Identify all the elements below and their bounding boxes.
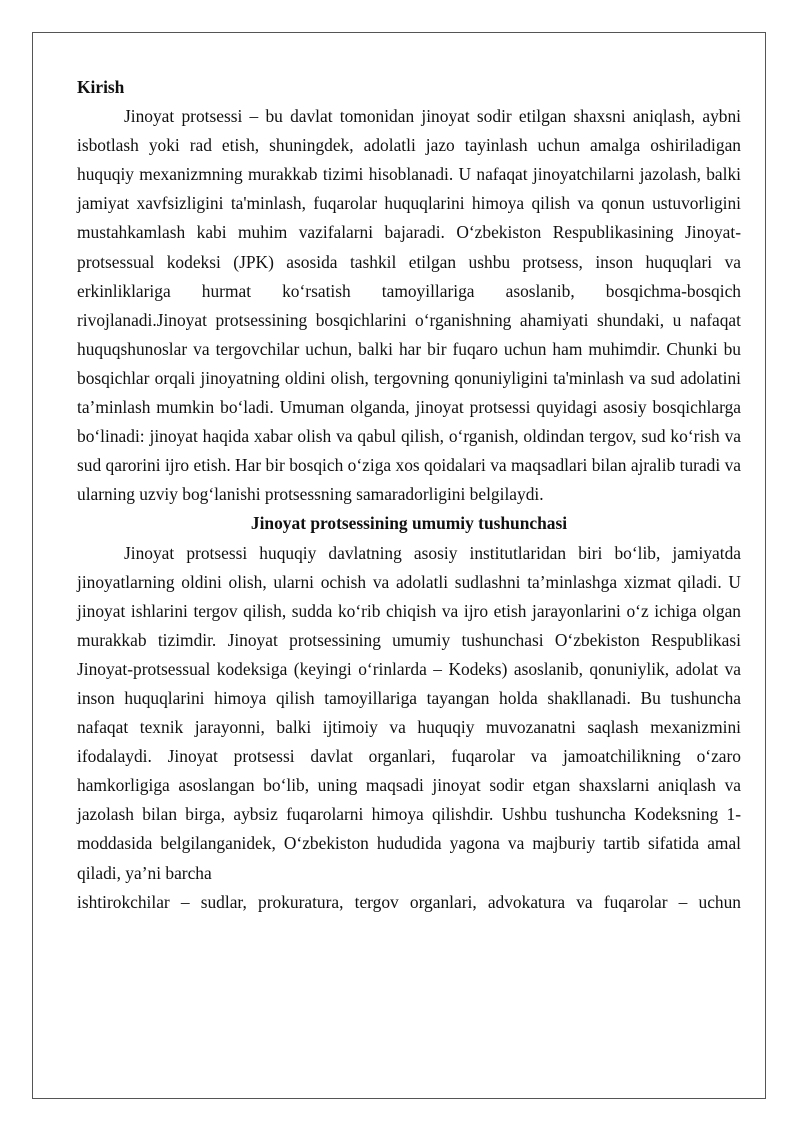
section-heading: Jinoyat protsessining umumiy tushunchasi [250, 513, 568, 534]
section-paragraph-last-line: ishtirokchilar – sudlar, prokuratura, tergov organlari, advokatura va fuqarolar – uchun [77, 891, 741, 912]
intro-paragraph: Jinoyat protsessi – bu davlat tomonidan jinoyat sodir etilgan shaxsni aniqlash, aybni isbotlash yoki rad etish, shuningdek, adolatli jazo tayinlash uchun amalga oshiriladigan huquqiy mexanizmning murakkab tizimi hisoblanadi. U nafaqat jinoyatchilarni jazolash, balki jamiyat xavfsizligini ta'minlash, fuqarolar huquqlarini himoya qilish va qonun ustuvorligini mustahkamlash kabi muhim vazifalarni bajaradi. O‘zbekiston Respublikasining Jinoyat-protsessual kodeksi (JPK) asosida tashkil etilgan ushbu protsess, inson huquqlari va erkinliklariga hurmat ko‘rsatish tamoyillariga asoslanib, bosqichma-bosqich rivojlanadi.Jinoyat protsessining bosqichlarini o‘rganishning ahamiyati shundaki, u nafaqat huquqshunoslar va tergovchilar uchun, balki har bir fuqaro uchun ham muhimdir. Chunki bu bosqichlar orqali jinoyatning oldini olish, tergovning qonuniyligini ta'minlash va sud adolatini ta’minlash mumkin bo‘ladi. Umuman olganda, jinoyat protsessi quyidagi asosiy bosqichlarga bo‘linadi: jinoyat haqida xabar olish va qabul qilish, o‘rganish, oldindan tergov, sud ko‘rish va sud qarorini ijro etish. Har bir bosqich o‘ziga xos qoidalari va maqsadlari bilan ajralib turadi va ularning uzviy bog‘lanishi protsessning samaradorligini belgilaydi. [77, 106, 741, 505]
section-paragraph: Jinoyat protsessi huquqiy davlatning asosiy institutlaridan biri bo‘lib, jamiyatda jinoyatlarning oldini olish, ularni ochish va adolatli sudlashni ta’minlashga xizmat qiladi. U jinoyat ishlarini tergov qilish, sudda ko‘rib chiqish va ijro etish jarayonlarini o‘z ichiga olgan murakkab tizimdir. Jinoyat protsessining umumiy tushunchasi O‘zbekiston Respublikasi Jinoyat-protsessual kodeksiga (keyingi o‘rinlarda – Kodeks) asoslanib, qonuniylik, adolat va inson huquqlarini himoya qilish tamoyillariga tayangan holda shakllanadi. Bu tushuncha nafaqat texnik jarayonni, balki ijtimoiy va huquqiy muvozanatni saqlash mexanizmini ifodalaydi. Jinoyat protsessi davlat organlari, fuqarolar va jamoatchilikning o‘zaro hamkorligiga asoslangan bo‘lib, uning maqsadi jinoyat sodir etgan shaxslarni aniqlash va jazolash bilan birga, aybsiz fuqarolarni himoya qilishdir. Ushbu tushuncha Kodeksning 1-moddasida belgilanganidek, O‘zbekiston hududida yagona va majburiy tartib sifatida amal qiladi, ya’ni barcha [77, 542, 741, 883]
document-body [77, 73, 741, 917]
intro-heading: Kirish [77, 77, 125, 97]
